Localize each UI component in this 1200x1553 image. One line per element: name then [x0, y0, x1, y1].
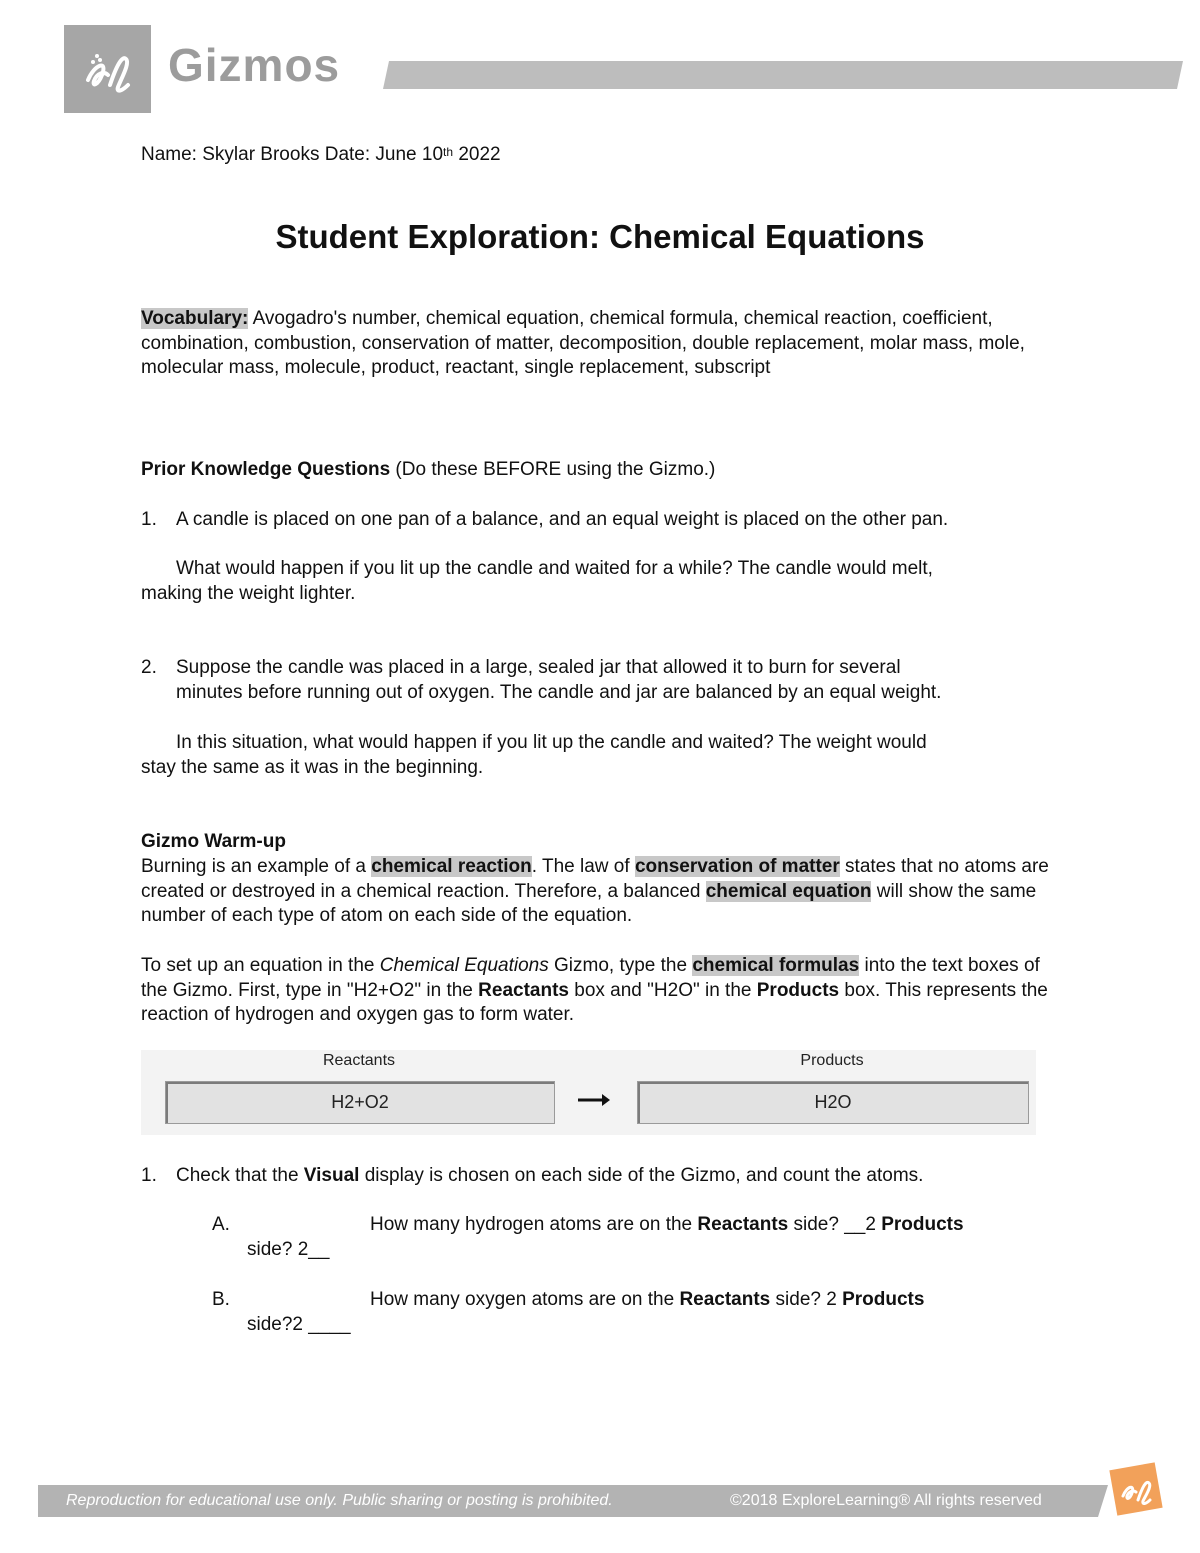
prior-question-1: 1. A candle is placed on one pan of a balance, and an equal weight is placed on the other pan. [141, 509, 949, 530]
reactants-label: Reactants [322, 1052, 396, 1069]
warmup-paragraph-2: To set up an equation in the Chemical Equations Gizmo, type the chemical formulas into the text boxes of the Gizmo. First, type in "H2+O2" in the Reactants box and "H2O" in the Products box. This represents the reaction of hydrogen and oxygen gas to form water. [141, 955, 1048, 1026]
footer-notice: Reproduction for educational use only. Public sharing or posting is prohibited. [66, 1492, 613, 1509]
warmup-paragraph-1: Burning is an example of a chemical reaction. The law of conservation of matter states that no atoms are created or destroyed in a chemical reaction. Therefore, a balanced chemical equation will show the same number of each type of atom on each side of the equation. [141, 856, 1049, 927]
prior-question-2: 2. Suppose the candle was placed in a large, sealed jar that allowed it to burn for several minutes before running out of oxygen. The candle and jar are balanced by an equal weight. [141, 657, 942, 703]
question-a: A. How many hydrogen atoms are on the Reactants side? __2 Products side? 2__ [212, 1214, 964, 1260]
footer-el-logo-icon [1105, 1458, 1167, 1520]
prior-answer-1: What would happen if you lit up the candle and waited for a while? The candle would melt, making the weight lighter. [141, 558, 933, 604]
prior-knowledge-heading: Prior Knowledge Questions (Do these BEFORE using the Gizmo.) [141, 459, 716, 480]
prior-answer-2: In this situation, what would happen if you lit up the candle and waited? The weight would stay the same as it was in the beginning. [141, 732, 927, 778]
question-1: 1. Check that the Visual display is chosen on each side of the Gizmo, and count the atoms. [141, 1165, 924, 1186]
warmup-heading: Gizmo Warm-up [141, 831, 286, 852]
question-b: B. How many oxygen atoms are on the Reactants side? 2 Products side?2 ____ [212, 1289, 925, 1335]
products-box[interactable]: H2O [637, 1081, 1029, 1124]
vocabulary-paragraph: Vocabulary: Avogadro's number, chemical equation, chemical formula, chemical reaction, coefficient, combination, combustion, conservation of matter, decomposition, double replacement, molar mass, mole, molecular mass, molecule, product, reactant, single replacement, subscript [141, 308, 1025, 379]
reactants-box[interactable]: H2+O2 [165, 1081, 555, 1124]
equation-graphic [141, 1050, 1036, 1135]
products-label: Products [800, 1052, 864, 1069]
header-bar [383, 61, 1183, 89]
vocabulary-label: Vocabulary: [141, 308, 249, 329]
page-title: Student Exploration: Chemical Equations [275, 218, 925, 255]
footer-copyright: ©2018 ExploreLearning® All rights reserved [730, 1492, 1042, 1509]
brand-name: Gizmos [168, 39, 341, 91]
gizmos-logo [64, 25, 151, 113]
right-arrow-icon [576, 1088, 612, 1112]
name-date-line: Name: Skylar Brooks Date: June 10th 2022 [141, 144, 501, 165]
el-logo-icon [64, 25, 151, 113]
